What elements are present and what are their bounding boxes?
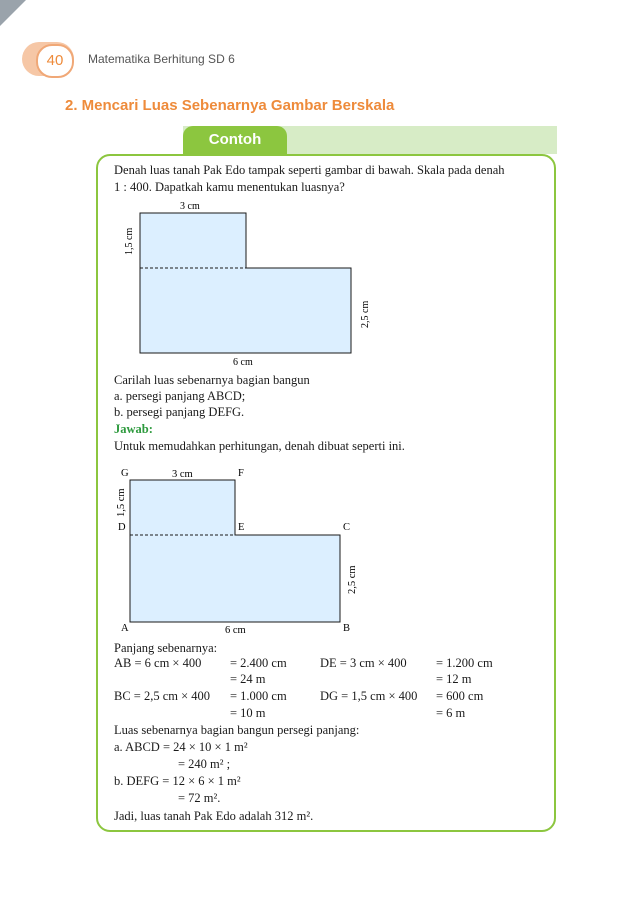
answer-label: Jawab:: [114, 422, 153, 436]
fig1-left-label: 1,5 cm: [124, 227, 135, 255]
fig2-left-label: 1,5 cm: [116, 488, 127, 517]
fig1-right-label: 2,5 cm: [360, 300, 371, 328]
floor-plan-shape: [140, 213, 351, 353]
question-text: Carilah luas sebenarnya bagian bangun: [114, 373, 310, 387]
conclusion-text: Jadi, luas tanah Pak Edo adalah 312 m².: [114, 809, 314, 823]
answer-intro: Untuk memudahkan perhitungan, denah dibuat seperti ini.: [114, 439, 405, 453]
fig2-bottom-label: 6 cm: [225, 625, 246, 636]
ab-value-cm: = 2.400 cm: [230, 656, 287, 670]
labeled-floor-plan-shape: [130, 480, 340, 622]
vertex-c-label: C: [343, 522, 351, 533]
area-label: Luas sebenarnya bagian bangun persegi panjang:: [114, 723, 360, 737]
running-header: Matematika Berhitung SD 6: [88, 52, 235, 66]
de-value-cm: = 1.200 cm: [436, 656, 493, 670]
de-expression: DE = 3 cm × 400: [320, 656, 407, 670]
dg-expression: DG = 1,5 cm × 400: [320, 689, 418, 703]
abcd-area-line-1: a. ABCD = 24 × 10 × 1 m²: [114, 740, 248, 754]
ab-expression: AB = 6 cm × 400: [114, 656, 202, 670]
vertex-d-label: D: [118, 522, 126, 533]
dg-value-cm: = 600 cm: [436, 689, 484, 703]
vertex-e-label: E: [238, 522, 245, 533]
intro-line-1: Denah luas tanah Pak Edo tampak seperti gambar di bawah. Skala pada denah: [114, 163, 505, 177]
vertex-a-label: A: [121, 623, 129, 634]
question-b: b. persegi panjang DEFG.: [114, 405, 245, 419]
intro-line-2: 1 : 400. Dapatkah kamu menentukan luasnya?: [114, 180, 345, 194]
defg-area-line-2: = 72 m².: [178, 791, 221, 805]
vertex-g-label: G: [121, 468, 129, 479]
fig2-right-label: 2,5 cm: [347, 565, 358, 594]
bc-value-m: = 10 m: [230, 706, 266, 720]
dg-value-m: = 6 m: [436, 706, 466, 720]
real-length-label: Panjang sebenarnya:: [114, 641, 218, 655]
fig2-top-label: 3 cm: [172, 469, 193, 480]
vertex-f-label: F: [238, 468, 244, 479]
bc-value-cm: = 1.000 cm: [230, 689, 287, 703]
question-a: a. persegi panjang ABCD;: [114, 389, 246, 403]
ab-value-m: = 24 m: [230, 672, 266, 686]
bc-expression: BC = 2,5 cm × 400: [114, 689, 211, 703]
vertex-b-label: B: [343, 623, 351, 634]
fig1-bottom-label: 6 cm: [233, 357, 253, 368]
example-tab-label: Contoh: [183, 126, 287, 154]
page-number: 40: [36, 44, 74, 78]
abcd-area-line-2: = 240 m² ;: [178, 757, 231, 771]
de-value-m: = 12 m: [436, 672, 472, 686]
section-title: 2. Mencari Luas Sebenarnya Gambar Berskala: [65, 97, 395, 114]
defg-area-line-1: b. DEFG = 12 × 6 × 1 m²: [114, 774, 241, 788]
fig1-top-label: 3 cm: [180, 201, 200, 212]
